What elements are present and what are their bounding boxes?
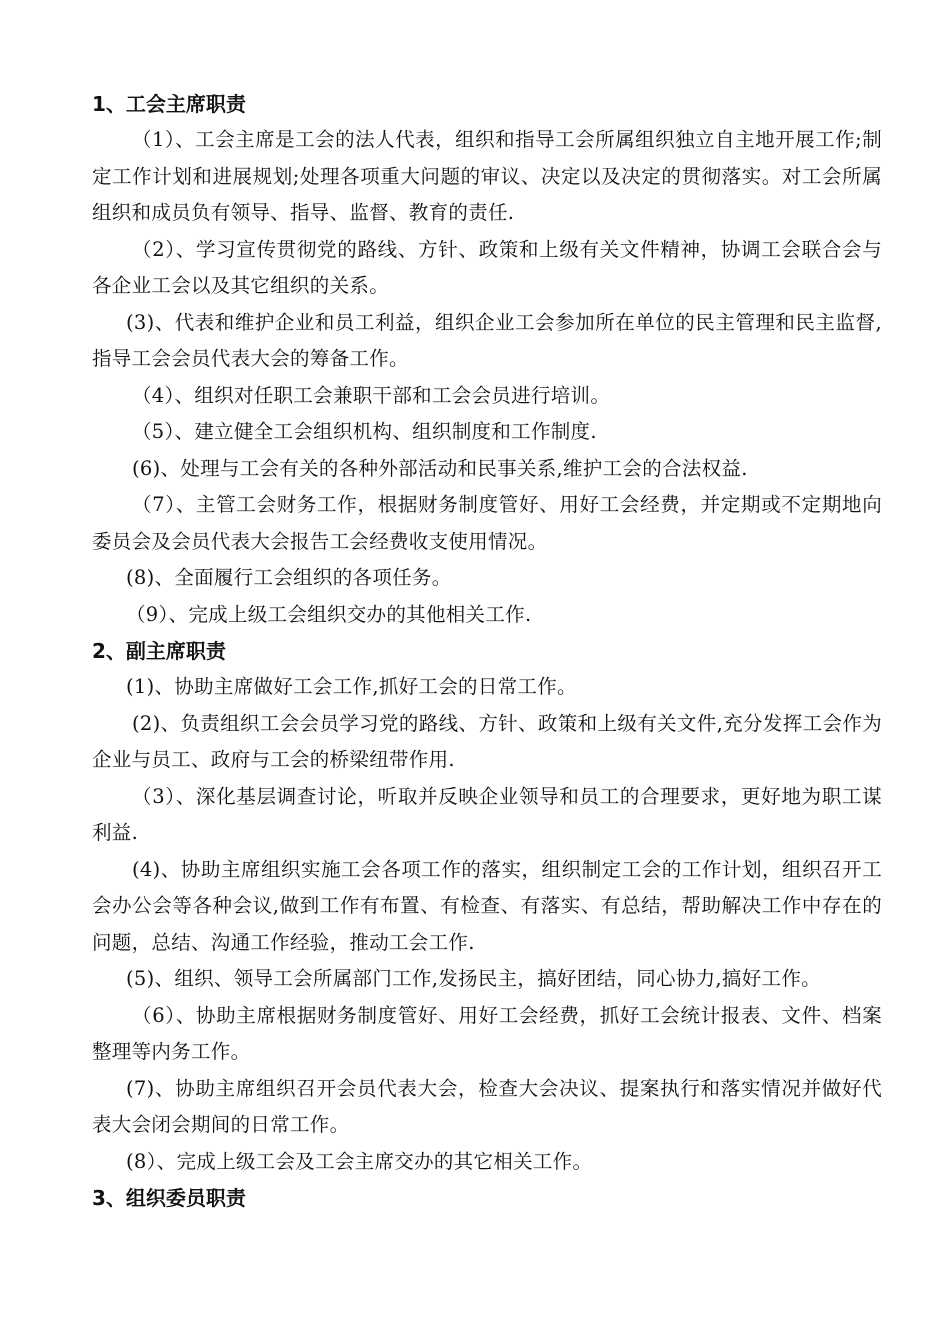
vice-chairman-duty-1: (1)、协助主席做好工会工作,抓好工会的日常工作。 (126, 675, 577, 698)
vice-chairman-duty-3: （3）、深化基层调查讨论，听取并反映企业领导和员工的合理要求，更好地为职工谋利益. (92, 784, 882, 844)
section-heading-chairman: 1、工会主席职责 (92, 92, 246, 116)
chairman-duty-5: （5）、建立健全工会组织机构、组织制度和工作制度. (132, 420, 597, 443)
vice-chairman-duty-5: (5)、组织、领导工会所属部门工作,发扬民主，搞好团结，同心协力,搞好工作。 (126, 967, 821, 990)
chairman-duty-8: (8)、全面履行工会组织的各项任务。 (126, 566, 452, 589)
section-heading-vice-chairman: 2、副主席职责 (92, 639, 226, 663)
vice-chairman-duty-4: (4)、协助主席组织实施工会各项工作的落实，组织制定工会的工作计划，组织召开工会办公会等各种会议,做到工作有布置、有检查、有落实、有总结，帮助解决工作中存在的问题，总结、沟通工作经验，推动工会工作. (92, 857, 882, 954)
vice-chairman-duty-7: (7)、协助主席组织召开会员代表大会，检查大会决议、提案执行和落实情况并做好代表大会闭会期间的日常工作。 (92, 1076, 882, 1136)
section-heading-organization-member: 3、组织委员职责 (92, 1186, 246, 1210)
vice-chairman-duty-2: (2)、负责组织工会会员学习党的路线、方针、政策和上级有关文件,充分发挥工会作为企业与员工、政府与工会的桥梁纽带作用. (92, 711, 882, 771)
chairman-duty-1: （1）、工会主席是工会的法人代表，组织和指导工会所属组织独立自主地开展工作;制定工作计划和进展规划;处理各项重大问题的审议、决定以及决定的贯彻落实。对工会所属组织和成员负有领导、指导、监督、教育的责任. (92, 128, 882, 224)
chairman-duty-4: （4）、组织对任职工会兼职干部和工会会员进行培训。 (132, 383, 611, 407)
chairman-duty-9: （9）、完成上级工会组织交办的其他相关工作. (126, 602, 532, 626)
vice-chairman-duty-6: （6）、协助主席根据财务制度管好、用好工会经费，抓好工会统计报表、文件、档案整理等内务工作。 (92, 1003, 882, 1063)
chairman-duty-2: （2）、学习宣传贯彻党的路线、方针、政策和上级有关文件精神，协调工会联合会与各企业工会以及其它组织的关系。 (92, 237, 882, 297)
chairman-duty-7: （7）、主管工会财务工作，根据财务制度管好、用好工会经费，并定期或不定期地向委员会及会员代表大会报告工会经费收支使用情况。 (92, 493, 882, 553)
chairman-duty-6: (6)、处理与工会有关的各种外部活动和民事关系,维护工会的合法权益. (132, 456, 748, 480)
vice-chairman-duty-8: (8）、完成上级工会及工会主席交办的其它相关工作。 (126, 1149, 593, 1173)
chairman-duty-3: (3)、代表和维护企业和员工利益，组织企业工会参加所在单位的民主管理和民主监督,指导工会会员代表大会的筹备工作。 (92, 310, 882, 370)
document-page (92, 86, 882, 1216)
